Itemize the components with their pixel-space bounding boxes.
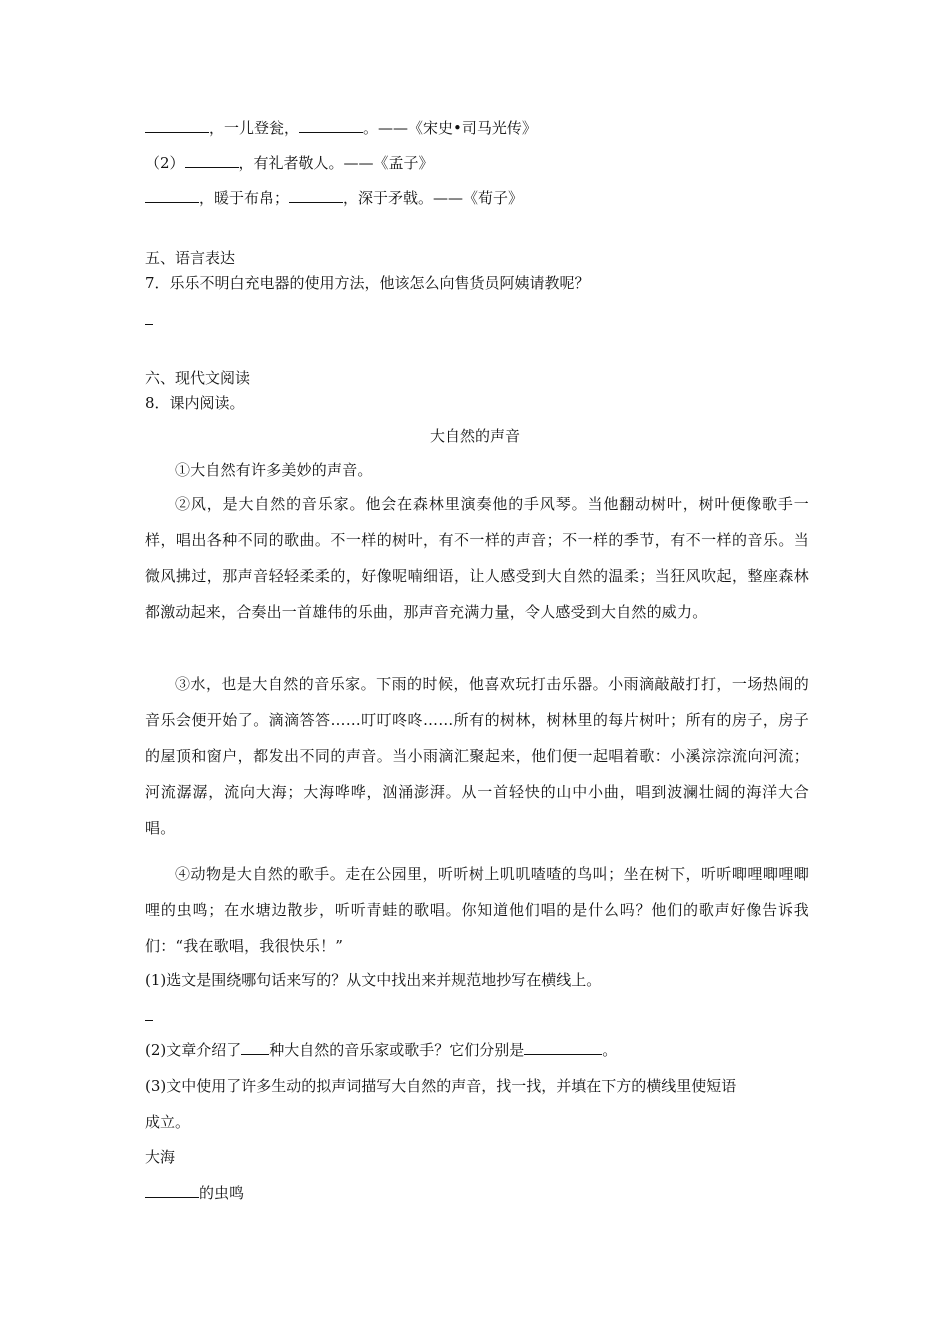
phrase-answer: 大海 bbox=[145, 1148, 176, 1166]
article-paragraph-1: ①大自然有许多美妙的声音。 bbox=[175, 461, 373, 479]
sub-question-2 bbox=[145, 1040, 617, 1060]
text: ，深于矛戟。——《荀子》 bbox=[343, 189, 524, 207]
answer-line[interactable] bbox=[145, 310, 153, 330]
answer-blank[interactable] bbox=[185, 153, 239, 168]
answer-blank[interactable] bbox=[145, 118, 209, 133]
text: （2） bbox=[145, 154, 185, 172]
section-heading: 五、语言表达 bbox=[145, 249, 236, 267]
question-8: 8．课内阅读。 bbox=[145, 394, 245, 412]
answer-blank[interactable] bbox=[524, 1040, 602, 1055]
answer-blank[interactable] bbox=[299, 118, 363, 133]
phrase-answer bbox=[145, 1183, 244, 1203]
section-heading: 六、现代文阅读 bbox=[145, 369, 251, 387]
article-paragraph-3: ③水，也是大自然的音乐家。下雨的时候，他喜欢玩打击乐器。小雨滴敲敲打打，一场热闹的音乐会便开始了。滴滴答答……叮叮咚咚……所有的树林，树林里的每片树叶；所有的房子，房子的屋顶和窗户，都发出不同的声音。当小雨滴汇聚起来，他们便一起唱着歌：小溪淙淙流向河流；河流潺潺，流向大海；大海哗哗，汹涌澎湃。从一首轻快的山中小曲，唱到波澜壮阔的海洋大合唱。 bbox=[145, 675, 809, 837]
poem-line-2 bbox=[145, 153, 434, 173]
article-title: 大自然的声音 bbox=[429, 427, 520, 445]
text: 。 bbox=[602, 1041, 618, 1059]
sub-question-3-cont: 成立。 bbox=[145, 1113, 191, 1131]
text: ，有礼者敬人。——《孟子》 bbox=[238, 154, 434, 172]
text: 。——《宋史•司马光传》 bbox=[363, 119, 537, 137]
answer-line[interactable] bbox=[145, 1006, 153, 1026]
sub-question-3: (3)文中使用了许多生动的拟声词描写大自然的声音，找一找，并填在下方的横线里使短语 bbox=[145, 1077, 737, 1095]
answer-blank[interactable] bbox=[145, 1183, 199, 1198]
question-7: 7．乐乐不明白充电器的使用方法，他该怎么向售货员阿姨请教呢？ bbox=[145, 274, 590, 292]
answer-blank[interactable] bbox=[241, 1040, 269, 1055]
text: 种大自然的音乐家或歌手？它们分别是 bbox=[269, 1041, 525, 1059]
article-paragraph-2: ②风，是大自然的音乐家。他会在森林里演奏他的手风琴。当他翻动树叶，树叶便像歌手一样，唱出各种不同的歌曲。不一样的树叶，有不一样的声音；不一样的季节，有不一样的音乐。当微风拂过，那声音轻轻柔柔的，好像呢喃细语，让人感受到大自然的温柔；当狂风吹起，整座森林都激动起来，合奏出一首雄伟的乐曲，那声音充满力量，令人感受到大自然的威力。 bbox=[145, 495, 809, 621]
text: 的虫鸣 bbox=[199, 1184, 245, 1202]
article-paragraph-4: ④动物是大自然的歌手。走在公园里，听听树上叽叽喳喳的鸟叫；坐在树下，听听唧哩唧哩唧哩的虫鸣；在水塘边散步，听听青蛙的歌唱。你知道他们唱的是什么吗？他们的歌声好像告诉我们：“我在歌唱，我很快乐！” bbox=[145, 865, 809, 955]
poem-line-1 bbox=[145, 118, 537, 138]
text: ，一儿登瓮， bbox=[209, 119, 300, 137]
sub-question-1: (1)选文是围绕哪句话来写的？从文中找出来并规范地抄写在横线上。 bbox=[145, 971, 602, 989]
text: (2)文章介绍了 bbox=[145, 1041, 242, 1059]
poem-line-3 bbox=[145, 188, 523, 208]
answer-blank[interactable] bbox=[145, 188, 199, 203]
answer-blank[interactable] bbox=[289, 188, 343, 203]
text: ，暖于布帛； bbox=[199, 189, 290, 207]
